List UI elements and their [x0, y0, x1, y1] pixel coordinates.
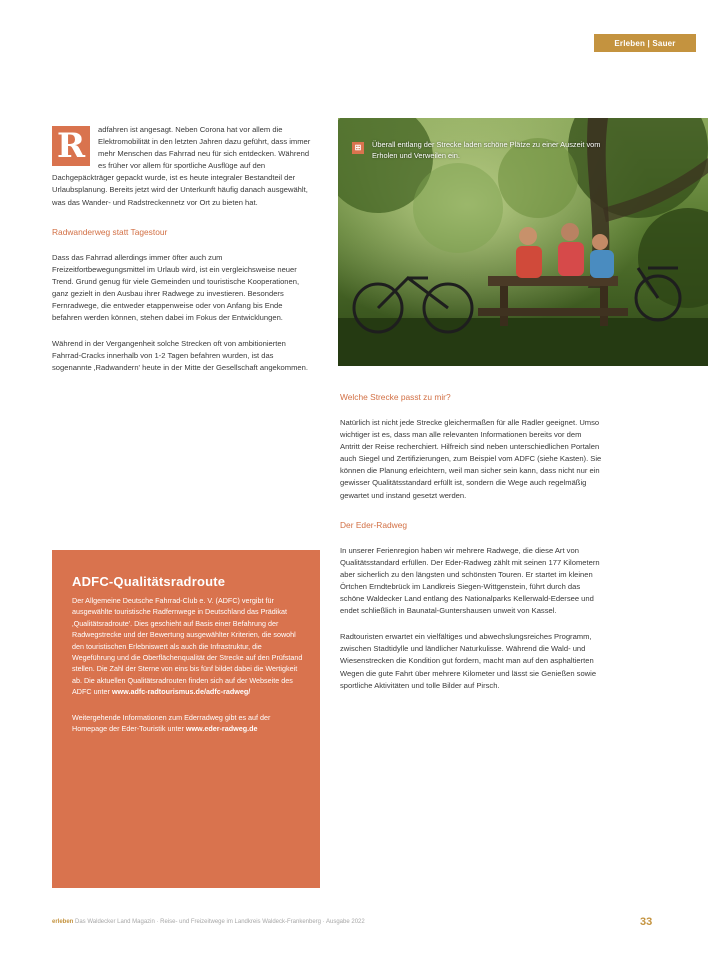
- page-number: 33: [640, 916, 653, 928]
- info-box-body: Der Allgemeine Deutsche Fahrrad-Club e. V. (ADFC) vergibt für ausgewählte touristische Radfernwege in Deutschland das Prädikat ‚Qualitätsradroute'. Dies geschieht auf Basis einer Befahrung der Radwegstrecke und der Bewertung ausgewählter Kriterien, die sowohl den touristischen Erlebniswert als auch die Infrastruktur, die Wegeführung und die Oberflächenqualität der Strecke auf den Prüfstand stellen. Die Zahl der Sterne von eins bis fünf bildet dabei die Wertigkeit ab. Die aktuellen Qualitätsradrouten finden sich auf der Webseite des ADFC unter: [72, 596, 303, 697]
- left-column: [52, 124, 314, 375]
- adfc-link[interactable]: www.adfc-radtourismus.de/adfc-radweg/: [111, 687, 251, 697]
- info-box-body-2: Weitergehende Informationen zum Ederradweg gibt es auf der Homepage der Eder-Touristik unter: [72, 712, 271, 734]
- paragraph-3: Während in der Vergangenheit solche Strecken oft von ambitionierten Fahrrad-Cracks innerhalb von 1-2 Tagen befahren wurden, ist das sogenannte ‚Radwandern' heute in der Mitte der Gesellschaft angekommen.: [52, 339, 308, 373]
- right-paragraph-3: Radtouristen erwartet ein vielfältiges und abwechslungsreiches Programm, zwischen Stadtidylle und ländlicher Naturkulisse. Während die Wald- und Wiesenstrecken die Kondition gut fordern, macht man auf den asphaltierten Wegen die gute Fahrt über mehrere Kilometer und lässt sie Genießen sowie sportliche Aktivitäten und tolle Bilder auf Pirsch.: [340, 632, 597, 690]
- drop-cap: R: [52, 126, 90, 166]
- subhead-welche-strecke: Welche Strecke passt zu mir?: [340, 392, 451, 402]
- info-box-text: [72, 595, 304, 698]
- right-column: [340, 392, 602, 692]
- photo-caption: Überall entlang der Strecke laden schöne Plätze zu einer Auszeit vom Erholen und Verweilen ein.: [372, 140, 601, 160]
- adfc-info-box: [52, 550, 320, 888]
- subhead-radwanderweg: Radwanderweg statt Tagestour: [52, 226, 168, 237]
- intro-text: adfahren ist angesagt. Neben Corona hat vor allem die Elektromobilität in den letzten Jahren dazu geführt, dass immer mehr Menschen das Fahrrad neu für sich entdecken. Während es früher vor allem für sportliche Ausflüge auf den Dachgepäckträger gepackt wurde, ist es heute integraler Bestandteil der Urlaubsplanung. Bereits jetzt wird der Unterkunft häufig danach ausgewählt, was das Wander- und Radstreckennetz vor Ort zu bieten hat.: [52, 125, 311, 207]
- info-box-title: ADFC-Qualitätsradroute: [72, 574, 226, 589]
- footer-brand: erleben: [52, 919, 74, 925]
- subhead-eder-radweg: Der Eder-Radweg: [340, 519, 408, 530]
- photo-cyclists-picnic: [338, 118, 708, 366]
- section-tag: Erleben | Sauer: [594, 34, 696, 52]
- footer-text: Das Waldecker Land Magazin · Reise- und Freizeitwege im Landkreis Waldeck-Frankenberg · Ausgabe 2022: [75, 919, 365, 925]
- footer: [52, 919, 672, 925]
- paragraph-2: Dass das Fahrrad allerdings immer öfter auch zum Freizeitfortbewegungsmittel im Urlaub wird, ist ein vergleichsweise neuer Trend. Grund genug für viele Gemeinden und touristische Kooperationen, ganz gezielt in den Ausbau ihrer Radwege zu investieren. Besonders Fernradwege, die entweder etappenweise oder von Anfang bis Ende befahren werden können, stehen dabei im Fokus der Entwicklungen.: [52, 252, 300, 323]
- right-paragraph-2: In unserer Ferienregion haben wir mehrere Radwege, die diese Art von Qualitätsstandard erfüllen. Der Eder-Radweg zählt mit seinen 177 Kilometern aber sicherlich zu den längsten und schönsten Touren. Er startet im kleinen Örtchen Erndtebrück im Landkreis Siegen-Wittgenstein, führt durch das schöne Waldecker Land entlang des Nationalparks Kellerwald-Edersee und endet schließlich in Baunatal-Guntershausen unweit von Kassel.: [340, 545, 600, 616]
- info-box-text-2: [72, 712, 304, 735]
- intro-paragraph: [52, 124, 314, 209]
- right-paragraph-1: Natürlich ist nicht jede Strecke gleichermaßen für alle Radler geeignet. Umso wichtiger ist es, dass man alle relevanten Informationen bereits vor dem Antritt der Reise recherchiert. Hilfreich sind neben unterschiedlichen Portalen auch Siegel und Zertifizierungen, zum Beispiel vom ADFC (siehe Kasten). Sie können die Planung erleichtern, weil man sicher sein kann, dass nicht nur ein gewisser Qualitätsstandard erfüllt ist, sondern die Wege auch regelmäßig gewartet und instand gesetzt werden.: [340, 418, 602, 500]
- eder-radweg-link[interactable]: www.eder-radweg.de: [185, 724, 258, 734]
- caption-marker-icon: ⊞: [352, 142, 364, 154]
